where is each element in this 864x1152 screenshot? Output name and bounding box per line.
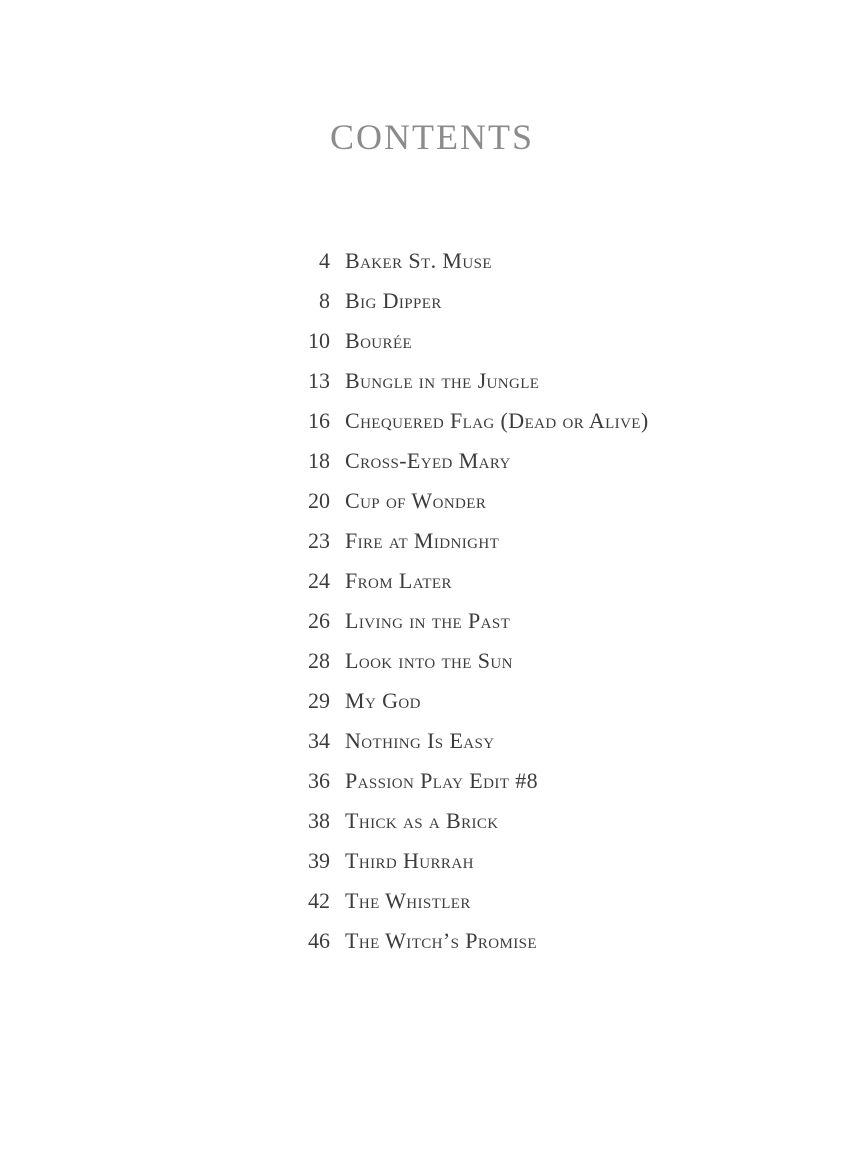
toc-entry-title: Third Hurrah xyxy=(345,848,474,873)
toc-entry xyxy=(288,761,649,801)
toc-entry-title: The Whistler xyxy=(345,888,471,913)
toc-entry xyxy=(288,361,649,401)
toc-entry xyxy=(288,441,649,481)
toc-entry-title: Nothing Is Easy xyxy=(345,728,495,753)
toc-entry xyxy=(288,881,649,921)
toc-entry xyxy=(288,321,649,361)
toc-entry xyxy=(288,801,649,841)
toc-entry-page-number: 24 xyxy=(308,568,330,593)
toc-entry-page-number: 39 xyxy=(308,848,330,873)
toc-entry-page-number: 13 xyxy=(308,368,330,393)
toc-entry-title: Living in the Past xyxy=(345,608,511,633)
toc-entry-title: Thick as a Brick xyxy=(345,808,499,833)
toc-entry-page-number: 4 xyxy=(319,248,330,273)
toc-entry-title: Bourée xyxy=(345,328,413,353)
toc-entry-page-number: 42 xyxy=(308,888,330,913)
toc-entry-title: Bungle in the Jungle xyxy=(345,368,540,393)
toc-entry-title: My God xyxy=(345,688,421,713)
toc-entry-page-number: 28 xyxy=(308,648,330,673)
toc-entry-page-number: 8 xyxy=(319,288,330,313)
toc-entry-title: The Witch’s Promise xyxy=(345,928,537,953)
toc-list xyxy=(288,241,649,961)
toc-entry xyxy=(288,241,649,281)
toc-entry xyxy=(288,921,649,961)
toc-entry-title: Cross-Eyed Mary xyxy=(345,448,511,473)
toc-entry-title: Passion Play Edit #8 xyxy=(345,768,539,793)
page-title: CONTENTS xyxy=(330,117,534,157)
toc-entry-title: Cup of Wonder xyxy=(345,488,487,513)
toc-entry-title: Look into the Sun xyxy=(345,648,513,673)
toc-entry xyxy=(288,681,649,721)
toc-entry-page-number: 20 xyxy=(308,488,330,513)
toc-entry xyxy=(288,841,649,881)
toc-entry-title: Baker St. Muse xyxy=(345,248,492,273)
toc-entry xyxy=(288,521,649,561)
toc-entry-title: Fire at Midnight xyxy=(345,528,500,553)
toc-entry xyxy=(288,561,649,601)
toc-entry-page-number: 16 xyxy=(308,408,330,433)
toc-entry xyxy=(288,721,649,761)
toc-entry xyxy=(288,641,649,681)
toc-entry-page-number: 36 xyxy=(308,768,330,793)
toc-entry-page-number: 34 xyxy=(308,728,330,753)
toc-entry-page-number: 18 xyxy=(308,448,330,473)
toc-entry-title: Chequered Flag (Dead or Alive) xyxy=(345,408,649,433)
toc-entry xyxy=(288,401,649,441)
toc-entry-page-number: 23 xyxy=(308,528,330,553)
toc-entry-title: Big Dipper xyxy=(345,288,442,313)
toc-entry xyxy=(288,281,649,321)
toc-entry-page-number: 29 xyxy=(308,688,330,713)
toc-entry xyxy=(288,481,649,521)
toc-entry-page-number: 10 xyxy=(308,328,330,353)
toc-entry-page-number: 38 xyxy=(308,808,330,833)
toc-entry-title: From Later xyxy=(345,568,452,593)
toc-entry xyxy=(288,601,649,641)
toc-entry-page-number: 26 xyxy=(308,608,330,633)
toc-entry-page-number: 46 xyxy=(308,928,330,953)
